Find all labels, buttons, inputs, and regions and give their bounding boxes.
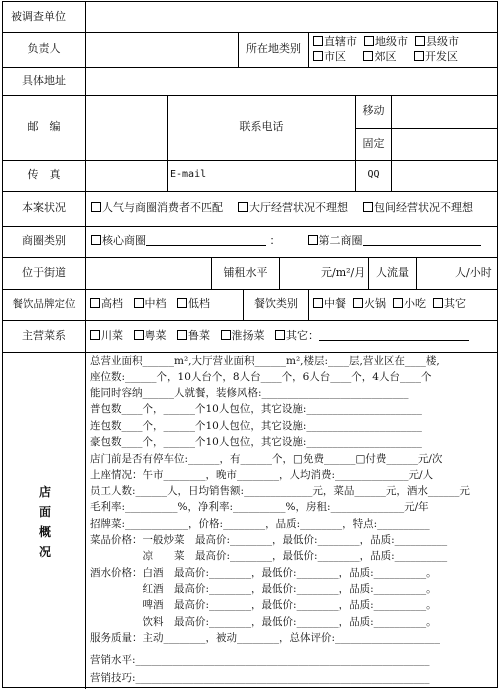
row-divider bbox=[3, 257, 497, 258]
overview-line: 店门前是否有停车位:______，有______个，□免费______□付费______元/次 bbox=[90, 453, 443, 465]
row-divider bbox=[355, 128, 497, 129]
row-divider bbox=[3, 226, 497, 227]
label-case-status: 本案状况 bbox=[22, 201, 66, 214]
label-brand-level: 餐饮品牌定位 bbox=[12, 298, 76, 310]
option-label: 高档 bbox=[101, 297, 123, 310]
label-mobile: 移动 bbox=[362, 104, 385, 117]
overview-line: 连包数____个，______个10人包位，其它设施:______________________ bbox=[90, 420, 422, 432]
fill-line[interactable] bbox=[319, 329, 469, 341]
checkbox[interactable] bbox=[177, 330, 187, 340]
label-postcode: 邮 编 bbox=[27, 120, 61, 133]
checkbox[interactable] bbox=[353, 298, 363, 308]
option-label: 淮扬菜 bbox=[231, 329, 265, 342]
overview-line: 上座情况：午市________，晚市________，人均消费:______________元/人 bbox=[90, 469, 434, 481]
overview-line: 员工人数:______人，日均销售额:_____________元，菜品______元，酒水______元 bbox=[90, 485, 470, 497]
label-rent-unit: 元/m²/月 bbox=[321, 266, 366, 279]
column-divider bbox=[391, 95, 392, 191]
label-overview: 店面概况 bbox=[39, 485, 52, 559]
option-label: 鲁菜 bbox=[188, 329, 210, 342]
option-label: 中档 bbox=[144, 297, 167, 310]
overview-line: 普包数____个，______个10人包位，其它设施:______________________ bbox=[90, 403, 422, 415]
checkbox[interactable] bbox=[275, 330, 285, 340]
label-district-type: 商圈类别 bbox=[22, 234, 66, 247]
option-label: 包间经营状况不理想 bbox=[374, 201, 473, 214]
checkbox[interactable] bbox=[221, 330, 231, 340]
label-address: 具体地址 bbox=[22, 74, 66, 87]
option-label: 核心商圈 bbox=[102, 234, 146, 247]
overview-line: 营销水平:________________________________________________________ bbox=[90, 654, 430, 666]
label-traffic-unit: 人/小时 bbox=[455, 266, 492, 279]
overview-line: 啤酒 最高价:________，最低价:________，品质:__________。 bbox=[90, 599, 437, 611]
overview-line: 座位数:______个，10人台个，8人台____个，6人台____个，4人台____个 bbox=[90, 371, 432, 383]
label-traffic: 人流量 bbox=[376, 266, 409, 279]
label-cuisine-type: 餐饮类别 bbox=[254, 297, 298, 310]
checkbox[interactable] bbox=[363, 202, 373, 212]
overview-line: 凉 菜 最高价:________，最低价:________，品质:__________ bbox=[90, 550, 448, 562]
survey-form bbox=[2, 1, 498, 688]
option-label: 其它 bbox=[444, 297, 466, 310]
label-qq: QQ bbox=[367, 169, 380, 180]
label-email: E-mail bbox=[170, 169, 207, 180]
row-divider bbox=[3, 67, 497, 68]
row-divider bbox=[3, 191, 497, 192]
checkbox[interactable] bbox=[414, 51, 424, 61]
main-cuisine-options bbox=[90, 329, 469, 343]
column-divider bbox=[279, 257, 280, 289]
label-contact-phone: 联系电话 bbox=[239, 120, 284, 133]
row-divider bbox=[3, 320, 497, 321]
label-main-cuisine: 主营菜系 bbox=[22, 329, 66, 342]
overview-line: 菜品价格：一般炒菜 最高价:________，最低价:________，品质:__________ bbox=[90, 534, 448, 546]
option-label: 川菜 bbox=[101, 329, 123, 342]
checkbox[interactable] bbox=[308, 235, 318, 245]
label-location-type: 所在地类别 bbox=[246, 42, 301, 55]
label-street: 位于街道 bbox=[22, 266, 66, 279]
checkbox[interactable] bbox=[363, 51, 373, 61]
checkbox[interactable] bbox=[313, 36, 323, 46]
label-person: 负责人 bbox=[27, 42, 61, 55]
checkbox[interactable] bbox=[313, 51, 323, 61]
checkbox[interactable] bbox=[393, 298, 403, 308]
checkbox[interactable] bbox=[134, 330, 144, 340]
checkbox[interactable] bbox=[91, 235, 101, 245]
overview-line: 总营业面积______m²,大厅营业面积______m²,楼层:____层,营业区在____楼, bbox=[90, 355, 440, 367]
option-label: 直辖市 bbox=[324, 35, 357, 48]
overview-line: 营销技巧:________________________________________________________ bbox=[90, 672, 430, 684]
overview-line: 毛利率:__________%，净利率:__________%，房租:______________元/年 bbox=[90, 501, 429, 513]
row-divider bbox=[3, 289, 497, 290]
column-divider bbox=[167, 95, 168, 191]
overview-line: 酒水价格：白酒 最高价:________，最低价:________，品质:__________。 bbox=[90, 567, 437, 579]
checkbox[interactable] bbox=[364, 36, 374, 46]
checkbox[interactable] bbox=[415, 36, 425, 46]
column-divider bbox=[308, 32, 309, 67]
cuisine-type-options bbox=[313, 297, 466, 311]
district-options bbox=[91, 234, 481, 248]
checkbox[interactable] bbox=[134, 298, 144, 308]
fill-line[interactable] bbox=[363, 234, 481, 246]
checkbox[interactable] bbox=[177, 298, 187, 308]
colon: ： bbox=[269, 234, 281, 247]
option-label: 市区 bbox=[324, 50, 346, 63]
overview-line: 红酒 最高价:________，最低价:________，品质:__________。 bbox=[90, 583, 437, 595]
fill-line[interactable] bbox=[146, 234, 266, 246]
overview-line: 能同时容纳______人就餐，装修风格:____________________________ bbox=[90, 387, 409, 399]
location-options-row2 bbox=[313, 50, 458, 64]
option-label: 中餐 bbox=[324, 297, 346, 310]
checkbox[interactable] bbox=[238, 202, 248, 212]
checkbox[interactable] bbox=[90, 330, 100, 340]
label-rent: 铺租水平 bbox=[223, 266, 268, 279]
option-label: 火锅 bbox=[364, 297, 386, 310]
option-label: 小吃 bbox=[404, 297, 426, 310]
option-label: 第二商圈 bbox=[318, 234, 363, 247]
label-unit: 被调查单位 bbox=[11, 10, 66, 23]
column-divider bbox=[85, 2, 86, 689]
brand-options bbox=[90, 297, 210, 311]
row-divider bbox=[3, 352, 497, 353]
checkbox[interactable] bbox=[433, 298, 443, 308]
option-label: 人气与商圈消费者不匹配 bbox=[102, 201, 223, 214]
checkbox[interactable] bbox=[90, 298, 100, 308]
label-fixed: 固定 bbox=[362, 137, 385, 150]
row-divider bbox=[3, 32, 497, 33]
option-label: 地级市 bbox=[375, 35, 408, 48]
option-label: 粤菜 bbox=[144, 329, 167, 342]
row-divider bbox=[3, 160, 497, 161]
checkbox[interactable] bbox=[313, 298, 323, 308]
option-label: 大厅经营状况不理想 bbox=[249, 201, 348, 214]
option-label: 低档 bbox=[188, 297, 210, 310]
overview-line: 豪包数____个，______个10人包位，其它设施:______________________ bbox=[90, 436, 422, 448]
column-divider bbox=[308, 289, 309, 320]
case-options bbox=[91, 201, 473, 215]
label-fax: 传 真 bbox=[27, 168, 61, 181]
checkbox[interactable] bbox=[91, 202, 101, 212]
overview-line: 招牌菜:____________，价格:________，品质:________，特点:__________ bbox=[90, 518, 430, 530]
option-label: 开发区 bbox=[424, 50, 458, 63]
overview-line: 服务质量：主动________，被动________，总体评价:____________________ bbox=[90, 632, 441, 644]
option-label: 郊区 bbox=[374, 50, 397, 63]
overview-line: 饮料 最高价:________，最低价:________，品质:__________。 bbox=[90, 616, 437, 628]
row-divider bbox=[3, 95, 497, 96]
column-divider bbox=[416, 257, 417, 289]
option-label: 县级市 bbox=[426, 35, 459, 48]
location-options-row1 bbox=[313, 35, 459, 49]
option-label: 其它： bbox=[286, 329, 319, 342]
